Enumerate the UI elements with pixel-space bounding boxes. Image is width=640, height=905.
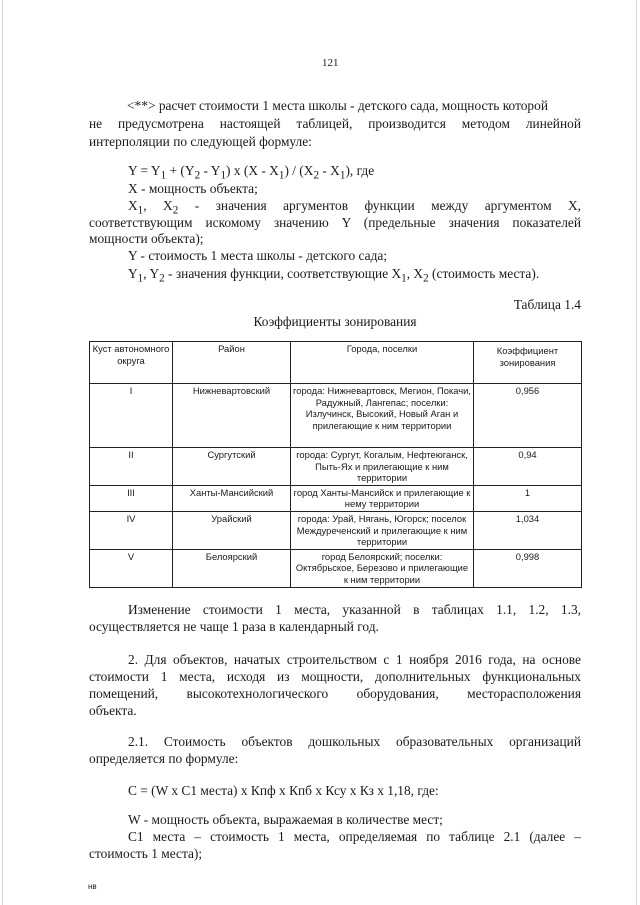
cell-cities: города: Сургут, Когалым, Нефтеюганск, Пыть-Ях и прилегающие к ним территории <box>291 448 474 486</box>
cell-cluster: V <box>90 549 173 587</box>
cell-coefficient: 0,956 <box>474 384 582 448</box>
table-title: Коэффициенты зонирования <box>253 314 417 329</box>
table-row <box>90 384 582 448</box>
definition-x1-x2-line2: соответствующим искомому значению Y (предельные значения показателей <box>89 215 581 230</box>
table-row <box>90 485 582 511</box>
header-cluster: Куст автономного округа <box>90 342 173 384</box>
zoning-coefficients-table <box>89 341 582 588</box>
cell-cities: город Ханты-Мансийск и прилегающие к нему территории <box>291 485 474 511</box>
cell-coefficient: 1,034 <box>474 511 582 549</box>
definition-y1-y2: $Y_1$, $Y_2$ - значения функции, соответствующие $X_1$, $X_2$ (стоимость места). <box>128 266 540 285</box>
para1-line1: <**> расчет стоимости 1 места школы - детского сада, мощность которой <box>127 98 548 113</box>
table-row <box>90 448 582 486</box>
para3-line4: объекта. <box>89 703 137 718</box>
scan-edge-right <box>636 0 637 905</box>
definition-x: X - мощность объекта; <box>128 181 258 196</box>
definition-c1-line2: стоимость 1 места); <box>89 846 203 861</box>
formula-interpolation: $Y = Y_1 + (Y_2 - Y_1)$ x $(X - X_1) / (X_2 - X_1)$, где <box>128 163 375 182</box>
header-district: Район <box>173 342 291 384</box>
cell-cluster: I <box>90 384 173 448</box>
cell-cities: город Белоярский; поселки: Октябрьское, Березово и прилегающие к ним территории <box>291 549 474 587</box>
cell-district: Сургутский <box>173 448 291 486</box>
cell-coefficient: 0,94 <box>474 448 582 486</box>
header-coefficient: Коэффициент зонирования <box>474 342 582 384</box>
para1-line3: интерполяции по следующей формуле: <box>89 134 312 149</box>
definition-y: Y - стоимость 1 места школы - детского сада; <box>128 248 388 263</box>
page-number: 121 <box>322 57 339 69</box>
para2-line1: Изменение стоимости 1 места, указанной в таблицах 1.1, 1.2, 1.3, <box>128 602 581 617</box>
table-row <box>90 549 582 587</box>
para2-line2: осуществляется не чаще 1 раза в календарный год. <box>89 619 379 634</box>
cell-district: Урайский <box>173 511 291 549</box>
table-header-row <box>90 342 582 384</box>
cell-district: Белоярский <box>173 549 291 587</box>
cell-cluster: II <box>90 448 173 486</box>
definition-c1-line1: С1 места – стоимость 1 места, определяемая по таблице 2.1 (далее – <box>128 829 581 844</box>
para3-line3: помещений, высокотехнологического оборудования, месторасположения <box>89 686 581 701</box>
para4-line2: определяется по формуле: <box>89 751 239 766</box>
para3-line2: стоимости 1 места, исходя из мощности, дополнительных функциональных <box>89 669 581 684</box>
cell-cities: города: Урай, Нягань, Югорск; поселок Междуреченский и прилегающие к ним территории <box>291 511 474 549</box>
formula-cost: С = (W х С1 места) х Кпф х Кпб х Ксу х Кз х 1,18, где: <box>128 783 439 798</box>
para3-line1: 2. Для объектов, начатых строительством с 1 ноября 2016 года, на основе <box>128 652 581 667</box>
cell-coefficient: 1 <box>474 485 582 511</box>
definition-w: W - мощность объекта, выражаемая в количестве мест; <box>128 812 443 827</box>
cell-cities: города: Нижневартовск, Мегион, Покачи, Радужный, Лангепас; поселки: Излучинск, Высокий, Новый Аган и прилегающие к ним территории <box>291 384 474 448</box>
cell-cluster: III <box>90 485 173 511</box>
definition-x1-x2: $X_1$, $X_2$ - значения аргументов функции между аргументом X, <box>128 198 582 217</box>
para4-line1: 2.1. Стоимость объектов дошкольных образовательных организаций <box>128 734 581 749</box>
footer-mark: нв <box>88 882 97 891</box>
definition-x1-x2-line3: мощности объекта); <box>89 231 204 246</box>
cell-district: Ханты-Мансийский <box>173 485 291 511</box>
para1-line2: не предусмотрена настоящей таблицей, производится методом линейной <box>89 116 581 131</box>
table-label: Таблица 1.4 <box>513 297 581 312</box>
header-cities: Города, поселки <box>291 342 474 384</box>
table-row <box>90 511 582 549</box>
cell-cluster: IV <box>90 511 173 549</box>
cell-district: Нижневартовский <box>173 384 291 448</box>
cell-coefficient: 0,998 <box>474 549 582 587</box>
scan-edge-left <box>2 0 3 905</box>
